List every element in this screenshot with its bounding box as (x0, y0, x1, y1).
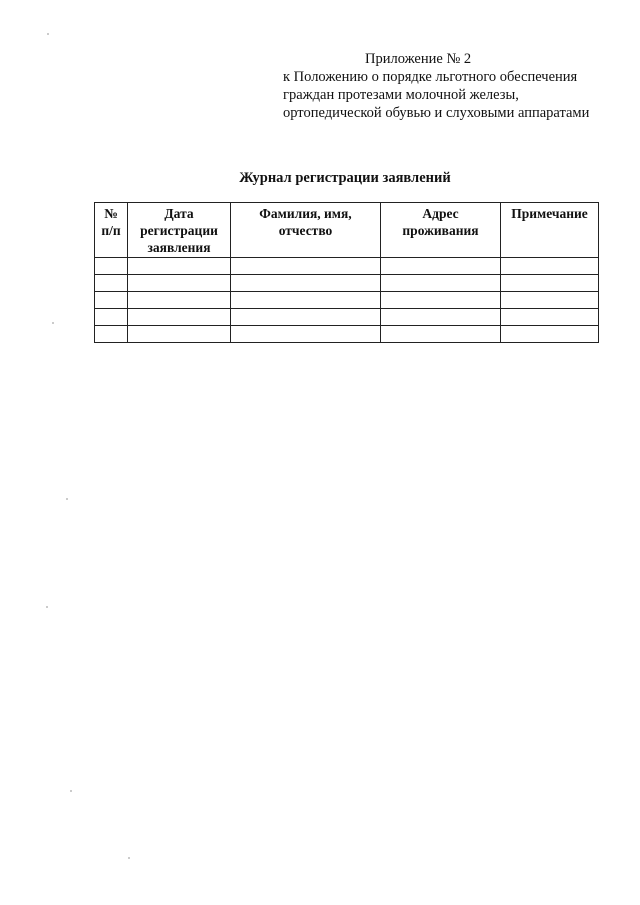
appendix-block (283, 50, 623, 122)
scan-speck (52, 322, 54, 324)
table-row (95, 275, 599, 292)
appendix-line-3: ортопедической обувью и слуховыми аппаратами (283, 105, 590, 121)
scan-speck (47, 33, 49, 35)
header-address-line-2: проживания (402, 223, 479, 238)
header-date-line-2: регистрации (140, 223, 218, 238)
header-note (501, 203, 599, 258)
table-cell (231, 292, 381, 309)
table-cell (381, 326, 501, 343)
appendix-line-2: граждан протезами молочной железы, (283, 87, 519, 103)
scan-speck (128, 857, 130, 859)
table-row (95, 292, 599, 309)
table-cell (231, 275, 381, 292)
table-cell (381, 275, 501, 292)
table-cell (231, 326, 381, 343)
header-address (381, 203, 501, 258)
table-cell (381, 309, 501, 326)
table-header-row (95, 203, 599, 258)
header-address-line-1: Адрес (422, 206, 459, 221)
scan-speck (70, 790, 72, 792)
table-cell (381, 292, 501, 309)
header-number-line-2: п/п (101, 223, 121, 238)
table-cell (95, 292, 128, 309)
header-number (95, 203, 128, 258)
table-cell (381, 258, 501, 275)
table-row (95, 309, 599, 326)
header-full-name (231, 203, 381, 258)
table-cell (95, 275, 128, 292)
header-date-line-3: заявления (147, 240, 211, 255)
table-row (95, 258, 599, 275)
table-cell (231, 309, 381, 326)
table-cell (95, 326, 128, 343)
scan-speck (66, 498, 68, 500)
header-note-line-1: Примечание (511, 206, 588, 221)
header-registration-date (128, 203, 231, 258)
table-cell (501, 309, 599, 326)
header-number-line-1: № (104, 206, 118, 221)
table-cell (128, 275, 231, 292)
table-cell (128, 326, 231, 343)
table-cell (95, 309, 128, 326)
table-cell (501, 292, 599, 309)
appendix-title: Приложение № 2 (365, 51, 472, 67)
table-cell (231, 258, 381, 275)
header-date-line-1: Дата (164, 206, 194, 221)
header-name-line-1: Фамилия, имя, (259, 206, 352, 221)
journal-title: Журнал регистрации заявлений (239, 170, 451, 186)
table-cell (128, 292, 231, 309)
table-row (95, 326, 599, 343)
table-cell (501, 326, 599, 343)
header-name-line-2: отчество (278, 223, 333, 238)
table-cell (128, 309, 231, 326)
registration-journal-table (94, 202, 599, 343)
table-cell (128, 258, 231, 275)
table-cell (501, 275, 599, 292)
appendix-line-1: к Положению о порядке льготного обеспечения (283, 69, 578, 85)
table-cell (95, 258, 128, 275)
table-cell (501, 258, 599, 275)
scan-speck (46, 606, 48, 608)
